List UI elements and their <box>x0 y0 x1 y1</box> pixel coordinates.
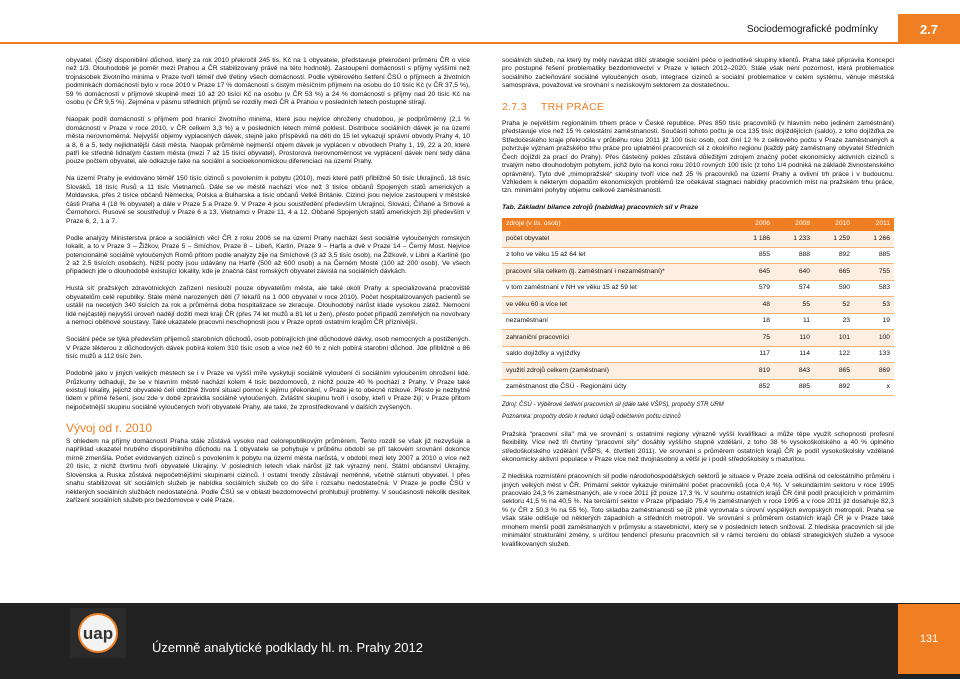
table-row <box>502 247 894 264</box>
section-heading-number: 2.7.3 <box>502 100 527 113</box>
table-row <box>502 379 894 396</box>
header-divider <box>0 42 960 44</box>
table-cell: 819 <box>734 363 774 380</box>
table-cell: 892 <box>814 379 854 396</box>
table-cell: 114 <box>774 346 814 363</box>
table-cell: 11 <box>774 313 814 330</box>
table-cell: 117 <box>734 346 774 363</box>
paragraph: Praha je největším regionálním trhem práce v České republice. Přes 850 tisíc pracovníků (v hlavním nebo jediném zaměstnání) představuje více než 15 % celostátní zaměstnanosti. Součástí tohoto počtu je cca 135 tisíc dojíždějících (saldo), z toho dojížďka ze Středočeského kraje překročila v průběhu roku 2011 již 100 tisíc osob, což činí 12 % z celkového počtu v Praze zaměstnaných a potvrzuje význam pražského trhu práce pro uplatnění pracovních sil z okolního regionu (každý pátý zaměstnaný obyvatel Středních Čech dojíždí za prací do Prahy). Přes částečný pokles zůstává důležitým zdrojem značný počet ekonomicky aktivních cizinců s trvalým nebo dlouhodobým pobytem, jichž bylo na konci roku 2010 rovných 100 tisíc (z toho 1/4 podniká na základě živnostenského oprávnění). Tyto dvě „mimopražské“ skupiny tvoří více než 25 % pracovníků na území Prahy a ovlivní trh práce i v budoucnu. Vzhledem k některým dopadům ekonomických problémů lze očekávat stagnaci nabídky pracovních míst na pražském trhu práce, tzn. minimální pohyby objemu celkové zaměstnanosti. <box>502 119 894 195</box>
paragraph: Sociální péče se týká především příjemců starobních důchodů, osob pobírajících jiné důchodové dávky, osob nemocných a postižených. V Praze těkterou z důchodových dávek pobírá kolem 310 tisíc osob a více než 60 % z nich pobírá starobní důchod. Jde přibližně o 86 tisíc mužů a 112 tisíc žen. <box>66 336 470 361</box>
table-cell: 18 <box>734 313 774 330</box>
table-cell: 645 <box>734 264 774 281</box>
table-cell: 590 <box>814 280 854 297</box>
table-cell: 53 <box>854 297 894 314</box>
right-column <box>502 57 894 558</box>
table-cell: 885 <box>854 247 894 264</box>
table-cell: 579 <box>734 280 774 297</box>
table-cell: 583 <box>854 280 894 297</box>
paragraph: Podle analýzy Ministerstva práce a sociálních věcí ČR z roku 2006 se na území Prahy nachází šest sociálně vyloučených romských lokalit, a to v Praze 3 – Žižkov, Praze 5 – Smíchov, Praze 8 – Libeň, Karlín, Praze 9 – Harfa a dvě v Praze 14 – Černý Most. Nejvíce potencionálně sociálně vyloučených Romů přitom podle analýzy žije na Smíchově (3 až 3,5 tisíc osob), na Žižkově, v Libni a Karlíně (po 2 až 2,5 tisících osobách). Nižší počty jsou udávány na Harfě (500 až 600 osob) a na Černém Mostě (100 až 200 osob). Ve všech případech jde o dlouhodobě existující lokality, kde je značná část romských obyvatel závislá na sociálních dávkách. <box>66 234 470 276</box>
table-cell: 574 <box>774 280 814 297</box>
table-cell: 665 <box>814 264 854 281</box>
table-cell: zaměstnanost dle ČSÚ - Regionální účty <box>502 379 734 396</box>
table-cell: 75 <box>734 330 774 347</box>
table-cell: 865 <box>814 363 854 380</box>
logo-text: uap <box>82 624 114 643</box>
table-cell: nezaměstnaní <box>502 313 734 330</box>
section-heading-title: TRH PRÁCE <box>540 100 605 113</box>
table-cell: ve věku 60 a více let <box>502 297 734 314</box>
table-row <box>502 297 894 314</box>
labour-resources-table <box>502 218 894 397</box>
table-row <box>502 231 894 248</box>
table-cell: z toho ve věku 15 až 64 let <box>502 247 734 264</box>
table-header-cell: zdroje (v tis. osob) <box>502 218 734 231</box>
table-cell: počet obyvatel <box>502 231 734 248</box>
table-cell: 1 186 <box>734 231 774 248</box>
table-cell: 888 <box>774 247 814 264</box>
table-cell: 101 <box>814 330 854 347</box>
table-cell: 19 <box>854 313 894 330</box>
paragraph: Podobně jako v jiných velkých městech se i v Praze ve vyšší míře vyskytují sociálně vyloučení či sociálním vyloučením ohrožení lidé. Průzkumy odhadují, že se v hlavním městě nachází kolem 4 tisíc bezdomovců, z nichž pouze 40 % pochází z Prahy. V Praze také existují lokality, jejichž obyvatelé čelí obtížné životní situaci pomoc k jejímu překonání, v Praze je to obecně rizikové. Přesto je nezbytné lidem v přímé řešení, jsou zde v době zpravidla sociálně vyloučených. Zvláštní skupinu tvoří i osoby, kteří v Praze žijí; v Praze přitom nejpočetnější skupinu sociálně vyloučených tvoří obyvatelé Prahy, ale také, že zprostředkovaně v dalších zvýšených. <box>66 370 470 411</box>
table-header-cell: 2008 <box>774 218 814 231</box>
table-cell: 869 <box>854 363 894 380</box>
table-cell: 1 259 <box>814 231 854 248</box>
page-number: 131 <box>898 604 960 674</box>
table-cell: využití zdrojů celkem (zaměstnaní) <box>502 363 734 380</box>
table-cell: 755 <box>854 264 894 281</box>
table-row <box>502 330 894 347</box>
table-cell: 1 266 <box>854 231 894 248</box>
table-header-cell: 2006 <box>734 218 774 231</box>
table-header-cell: 2010 <box>814 218 854 231</box>
table-note: Poznámka: propočty došlo k redukci údajů odečtením počtu cizinců <box>502 414 681 421</box>
paragraph: Pražská "pracovní síla" má ve srovnání s ostatními regiony výrazně vyšší kvalifikaci a může těpe využít schopnosti profesní flexibility. Více než tři čtvrtiny "pracovní síly" dosáhly vyššího stupně vzdělání, z toho 38 % vysokoškolského a 40 % úplného středoškolského vzdělání (VŠPS, 4. čtvrtletí 2011). Ve srovnání s průměrem ostatních krajů ČR je podíl vysokoškolsky vzdělané ekonomicky aktivní populace v Praze více než dvojnásobný a větší je i podíl středoškolsky s maturitou. <box>502 430 894 464</box>
table-cell: x <box>854 379 894 396</box>
table-cell: saldo dojížďky a vyjížďky <box>502 346 734 363</box>
section-heading <box>502 101 894 114</box>
table-cell: 110 <box>774 330 814 347</box>
table-cell: 852 <box>734 379 774 396</box>
page-footer <box>0 603 960 679</box>
left-column <box>66 57 470 514</box>
table-cell: 855 <box>734 247 774 264</box>
paragraph: Z hlediska rozmístění pracovních sil podle národohospodářských sektorů je situace v Praze zcela odlišná od celostátního průměru i jiných velkých měst v ČR. Primární sektor vykazuje minimální počet pracovníků (cca 0,4 %). V sekundárním sektoru v roce 1995 pracovalo 24,3 % zaměstnaných, ale v roce 2011 již pouze 17,3 %. V souhrnu ostatních krajů ČR činil podíl pracujících v primárním sektoru 41,5 % na 40,5 %. Na terciární sektor v Praze připadalo 75,4 % zaměstnaných v roce 1995 a v roce 2011 již dosahuje 82,3 % (v ČR z 50,3 % na 55 %). Toto skladba zaměstnanosti se již plně vyrovnala s úrovní vyspělých evropských metropolí. Praha se však stále odlišuje od některých západních a středních metropolí. Ve srovnání s průměrem ostatních krajů ČR je v Praze také mnohem menší podíl zaměstnaných v průmyslu a stavebnictví, který se v posledních letech snižoval. Z hlediska pracovních sil jde minimální strukturální změny, s určitou tendencí přesunu pracovních sil v rámci terciéru do oblasti strategických služeb a vysoce kvalifikovaných služeb. <box>502 473 894 548</box>
table-row <box>502 363 894 380</box>
subsection-heading: Vývoj od r. 2010 <box>66 420 153 435</box>
table-cell: 52 <box>814 297 854 314</box>
page-header <box>0 0 960 44</box>
table-source: Zdroj: ČSÚ - Výběrové šetření pracovních sil (dále také VŠPS), propočty STR URM <box>502 402 724 409</box>
table-cell: 1 233 <box>774 231 814 248</box>
table-row <box>502 313 894 330</box>
table-cell: zahraniční pracovníci <box>502 330 734 347</box>
table-cell: 892 <box>814 247 854 264</box>
table-cell: pracovní síla celkem (tj. zaměstnaní i nezaměstnaní)* <box>502 264 734 281</box>
table-cell: 843 <box>774 363 814 380</box>
table-cell: v tom zaměstnaní v NH ve věku 15 až 59 let <box>502 280 734 297</box>
section-title: Sociodemografické podmínky <box>746 24 878 35</box>
paragraph: S ohledem na příjmy domácností Praha stále zůstává vysoko nad celorepublikovým průměrem. Tento rozdíl se však již nezvyšuje a například ukazatel hrubého disponibilního důchodu na 1 obyvatele se pohybuje v průběhu období se pří takovém srovnání dokonce mírně zmenšila. Počet evidovaných cizinců s povolením k pobytu na území města narůstá, v období mezi lety 2007 a 2010 o více než 20 tisíc, z nichž čtvrtinu tvoří obyvatelé Ukrajiny. V posledních letech však nárůst již tak výrazný není. Státní občanství Ukrajiny, Slovenska a Ruska zůstává nejpočetnějšími skupinami cizinců. I ostatní trendy zůstávají neměnné, včetně stárnutí obyvatel. I přes snahu stabilizovat síť sociálních služeb je nabídka sociálních služeb co do šíře i rozsahu nedostatečná. V Praze je podle ČSÚ v některých sociálních službách nedostatečná. Podle ČSÚ se v oblasti bezdomovectví prohlubují problémy. V současnosti několik desítek zařízení sociálních služeb pro bezdomovce v celé Praze. <box>66 437 470 504</box>
table-cell: 48 <box>734 297 774 314</box>
table-caption: Tab. Základní bilance zdrojů (nabídka) pracovních sil v Praze <box>502 204 699 212</box>
footer-title: Územně analytické podklady hl. m. Prahy 2012 <box>152 640 423 655</box>
table-cell: 640 <box>774 264 814 281</box>
table-header-cell: 2011 <box>854 218 894 231</box>
table-header-row <box>502 218 894 231</box>
paragraph: obyvatel. (Čistý disponibilní důchod, který za rok 2010 překročil 245 tis. Kč na 1 obyvatele, představuje překročení průměru ČR o více než 1/3. Dlouhodobě je poměr mezi Prahou a ČR stabilizovaný právě na této hodnotě). Zastoupení domácností s příjmy vyššími než trojnásobek životního minima v Praze tvoří téměř dvě třetiny všech domácností. Podle výběrového šetření ČSÚ o příjmech a životních podmínkách domácností bylo v roce 2010 v Praze 17 % domácností s čistým měsíčním příjmem na osobu do 10 tisíc Kč (v ČR 37,5 %), 59 % domácností v příjmové skupině mezi 10 až 20 tisíci Kč na osobu (v ČR 53 %) a 24 % domácností s příjmy nad 20 tisíc Kč na osobu (v ČR 9,5 %). Zejména v pásmu středních příjmů se rozdíly mezi ČR a Prahou v posledních letech postupně stírají. <box>66 57 470 107</box>
paragraph: sociálních služeb, na který by měly navázat dílčí strategie sociální péče o jednotlivé skupiny klientů. Praha také připravila Koncepci pro postupné řešení problematiky bezdomovectví v Praze v letech 2012–2020. Stále však není pozornost, která problematice sociálního začleňování sociálně vyloučených osob, integrace cizinců a sociální problematice v celém systému, věnuje městská samospráva, považovat ve srovnání s neziskovým sektorem za dostatečnou. <box>502 57 894 90</box>
table-row <box>502 346 894 363</box>
paragraph: Na území Prahy je evidováno téměř 150 tisíc cizinců s povolením k pobytu (2010), mezi které patří přibližně 50 tisíc Ukrajinců, 18 tisíc Slováků, 18 tisíc Rusů a 11 tisíc Vietnamců. Dále se ve městě nachází více než 3 tisíce občanů Spojených států amerických a Moldavska, přes 2 tisíce občanů Německa, Polska a Bulharska a tisíc občanů Velké Británie. Cizinci jsou nejvíce zastoupeni v městské části Praha 4 (18 % obyvatel) a dále v Praze 5 a Praze 9. V Praze 4 jsou soustředění především Ukrajinci, Slováci, Číňané a Srbové a Černohorci. Rusové se soustřeďují v Praze 6 a 13, Vietnamci v Praze 11, 4 a 12. Občané Spojených států amerických žijí především v Praze 6, 2, 1 a 7. <box>66 175 470 225</box>
paragraph: Naopak podíl domácností s příjmem pod hranicí životního minima, které jsou nejvíce ohroženy chudobou, je podprůměrný (2,1 % domácností v Praze v roce 2010, v ČR celkem 3,3 %) a v posledních letech mírně poklesl. Distribuce sociálních dávek je na území města nerovnoměrná. Nejvyšší objemy vyplacených dávek, stejně jako příspěvků na děti do 15 let vykazují správní obvody Prahy 4, 10 a 8, 6 a 5, tedy nejlidnatější části města. Naopak průměrně nejmenší objem dávek je vyplácen v obvodech Prahy 1, 19, 22 a 20, které patří ke středně lidnatým částem města (mezi 7 až 15 tisíci obyvatel). Prostorová nerovnoměrnost ve vyplácení dávek není tedy dána pouze počtem obyvatel, ale odkazuje také na sociální a socioekonomickou diferenciaci na území Prahy. <box>66 116 470 166</box>
table-row <box>502 264 894 281</box>
table-row <box>502 280 894 297</box>
table-cell: 122 <box>814 346 854 363</box>
table-cell: 133 <box>854 346 894 363</box>
paragraph: Hustá síť pražských zdravotnických zařízení neslouží pouze obyvatelům města, ale také okolí Prahy a specializovaná pracoviště obyvatelům celé republiky. Stále méně narozených dětí (7 lékařů na 1 000 obyvatel v roce 2010). Počet hospitalizovaných pacientů se ustálil na necelých 340 tisících za rok a průměrná doba hospitalizace se zkracuje. Dlouhodobý nárůst klade vysokou zátěž. Nemocní lidé nejčastěji nejvyšší úroveň nadějí dožití mezi kraji ČR (přes 74 let mužů a 81 let u žen), přesto počet případů zemřelých na novotvary a nemoci oběhové soustavy. Také ukazatele pracovní neschopnosti jsou v Praze oproti ostatním krajům ČR příznivější. <box>66 285 470 327</box>
uap-logo <box>70 608 126 658</box>
table-cell: 885 <box>774 379 814 396</box>
chapter-number: 2.7 <box>898 14 960 44</box>
table-cell: 55 <box>774 297 814 314</box>
table-cell: 23 <box>814 313 854 330</box>
table-cell: 100 <box>854 330 894 347</box>
